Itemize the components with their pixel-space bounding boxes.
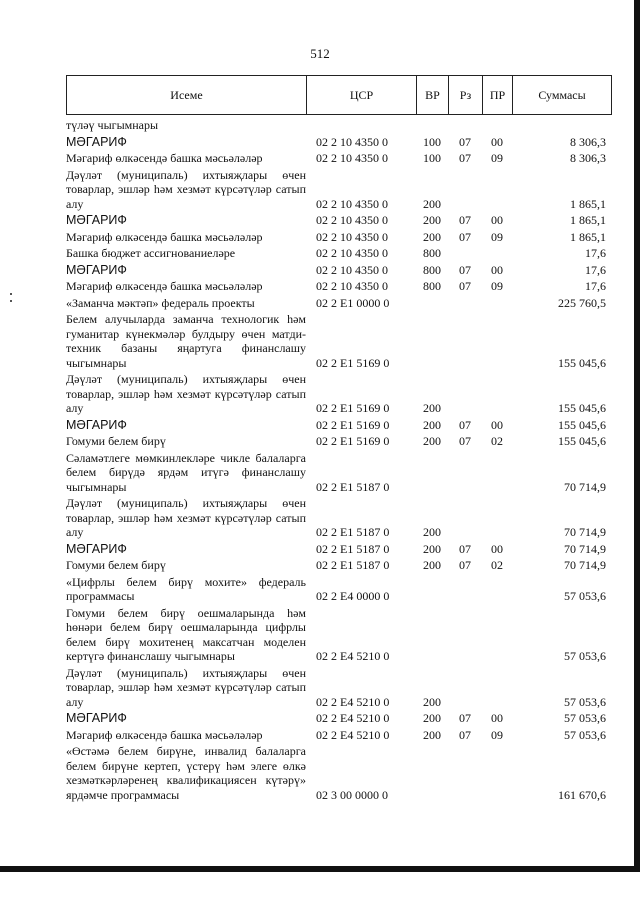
header-csr: ЦСР: [307, 76, 417, 114]
row-rz: 07: [459, 727, 471, 742]
table-row: [66, 451, 612, 497]
table-row: [66, 118, 612, 135]
row-csr: 02 2 E1 5169 0: [316, 417, 390, 432]
header-pr: ПР: [483, 76, 513, 114]
table-row: [66, 168, 612, 214]
row-csr: 02 2 E1 5187 0: [316, 525, 390, 539]
row-name: Дәүләт (муниципаль) ихтыяҗлары өчен товарлар, эшләр һәм хезмәт күрсәтүләр сатып алу: [66, 665, 306, 709]
row-csr: 02 2 E4 5210 0: [316, 727, 390, 742]
row-name: Сәламәтлеге мөмкинлекләре чикле балаларга белем бирүдә ярдәм итүгә финанслашу чыгымнары: [66, 450, 306, 494]
row-csr: 02 3 00 0000 0: [316, 787, 388, 802]
row-sum: 17,6: [585, 246, 606, 260]
row-rz: 07: [459, 213, 471, 227]
row-sum: 155 045,6: [558, 434, 606, 448]
table-row: [66, 151, 612, 168]
row-pr: 09: [491, 279, 503, 293]
row-rz: 07: [459, 434, 471, 448]
table-row: [66, 372, 612, 418]
scan-edge-bottom: [0, 866, 640, 872]
row-pr: 00: [491, 134, 503, 149]
row-csr: 02 2 E1 5169 0: [316, 401, 390, 415]
row-name: «Өстәмә белем бирүне, инвалид балаларга белем бирүне кертеп, үстерү һәм элеге өлкә хезмәткәрләренең квалификациясен күтәрү» ярдәмче программасы: [66, 744, 306, 802]
table-row: [66, 213, 612, 230]
row-csr: 02 2 10 4350 0: [316, 151, 388, 165]
table-body: [66, 118, 612, 804]
row-sum: 161 670,6: [558, 787, 606, 802]
row-sum: 57 053,6: [564, 589, 606, 603]
table-row: [66, 711, 612, 728]
row-pr: 02: [491, 434, 503, 448]
row-csr: 02 2 E1 5187 0: [316, 479, 390, 494]
row-pr: 02: [491, 558, 503, 572]
row-name: МӘГАРИФ: [66, 711, 127, 725]
row-name: Мәгариф өлкәсендә башка мәсьәләләр: [66, 151, 263, 165]
row-vr: 200: [423, 213, 441, 227]
row-sum: 17,6: [585, 262, 606, 277]
row-vr: 200: [423, 434, 441, 448]
row-sum: 1 865,1: [570, 213, 606, 227]
row-vr: 200: [423, 694, 441, 709]
row-name: МӘГАРИФ: [66, 213, 127, 227]
row-csr: 02 2 10 4350 0: [316, 196, 388, 211]
row-vr: 100: [423, 151, 441, 165]
row-pr: 09: [491, 151, 503, 165]
row-name: Гомуми белем бирү: [66, 434, 166, 448]
row-name: «Цифрлы белем бирү мохите» федераль программасы: [66, 574, 306, 603]
header-name: Исеме: [67, 76, 307, 114]
row-vr: 200: [423, 401, 441, 415]
scan-speck: [10, 293, 12, 295]
row-sum: 70 714,9: [564, 525, 606, 539]
row-sum: 57 053,6: [564, 694, 606, 709]
table-row: [66, 558, 612, 575]
row-name: Белем алучыларда заманча технологик һәм гуманитар күнекмәләр булдыру өчен матди-техник базаны яңартуга финанслашу чыгымнары: [66, 312, 306, 370]
row-vr: 200: [423, 229, 441, 244]
scan-edge-right: [634, 0, 640, 872]
row-name: түләү чыгымнары: [66, 118, 159, 132]
row-csr: 02 2 E1 5187 0: [316, 541, 390, 556]
row-vr: 200: [423, 727, 441, 742]
table-row: [66, 246, 612, 263]
row-name: Башка бюджет ассигнованиеләре: [66, 246, 236, 260]
row-vr: 200: [423, 525, 441, 539]
table-row: [66, 575, 612, 606]
row-name: МӘГАРИФ: [66, 262, 127, 277]
row-name: Мәгариф өлкәсендә башка мәсьәләләр: [66, 229, 263, 244]
row-rz: 07: [459, 134, 471, 149]
row-vr: 800: [423, 262, 441, 277]
row-sum: 155 045,6: [558, 401, 606, 415]
row-sum: 225 760,5: [558, 295, 606, 310]
row-csr: 02 2 E1 5169 0: [316, 434, 390, 448]
row-name: Дәүләт (муниципаль) ихтыяҗлары өчен товарлар, эшләр һәм хезмәт күрсәтүләр сатып алу: [66, 496, 306, 539]
row-name: Мәгариф өлкәсендә башка мәсьәләләр: [66, 727, 263, 742]
table-row: [66, 666, 612, 712]
row-sum: 70 714,9: [564, 479, 606, 494]
row-pr: 00: [491, 213, 503, 227]
row-rz: 07: [459, 711, 471, 725]
row-csr: 02 2 10 4350 0: [316, 246, 388, 260]
header-vr: ВР: [417, 76, 449, 114]
row-pr: 00: [491, 262, 503, 277]
row-name: Дәүләт (муниципаль) ихтыяҗлары өчен товарлар, эшләр һәм хезмәт күрсәтүләр сатып алу: [66, 167, 306, 211]
row-name: МӘГАРИФ: [66, 417, 127, 432]
table-row: [66, 606, 612, 666]
row-csr: 02 2 10 4350 0: [316, 213, 388, 227]
row-pr: 00: [491, 711, 503, 725]
table-row: [66, 296, 612, 313]
row-csr: 02 2 10 4350 0: [316, 134, 388, 149]
row-rz: 07: [459, 151, 471, 165]
row-csr: 02 2 E1 5169 0: [316, 355, 390, 370]
row-vr: 200: [423, 541, 441, 556]
row-csr: 02 2 E4 5210 0: [316, 711, 390, 725]
row-sum: 1 865,1: [570, 196, 606, 211]
row-name: «Заманча мәктәп» федераль проекты: [66, 295, 255, 310]
row-name: МӘГАРИФ: [66, 134, 127, 149]
row-rz: 07: [459, 541, 471, 556]
row-csr: 02 2 E4 5210 0: [316, 694, 390, 709]
row-vr: 200: [423, 196, 441, 211]
row-name: Гомуми белем бирү: [66, 558, 166, 572]
table-row: [66, 434, 612, 451]
row-sum: 57 053,6: [564, 649, 606, 663]
row-vr: 200: [423, 711, 441, 725]
row-sum: 17,6: [585, 279, 606, 293]
row-rz: 07: [459, 262, 471, 277]
row-csr: 02 2 E4 0000 0: [316, 589, 390, 603]
row-csr: 02 2 10 4350 0: [316, 229, 388, 244]
row-vr: 200: [423, 558, 441, 572]
table-row: [66, 418, 612, 435]
scan-speck: [10, 300, 12, 302]
row-vr: 800: [423, 246, 441, 260]
table-row: [66, 279, 612, 296]
table-row: [66, 263, 612, 280]
row-pr: 00: [491, 541, 503, 556]
table-header: [66, 75, 612, 115]
row-pr: 00: [491, 417, 503, 432]
row-name: Дәүләт (муниципаль) ихтыяҗлары өчен товарлар, эшләр һәм хезмәт күрсәтүләр сатып алу: [66, 372, 306, 415]
header-sum: Суммасы: [538, 87, 586, 102]
table-row: [66, 230, 612, 247]
row-rz: 07: [459, 417, 471, 432]
row-pr: 09: [491, 229, 503, 244]
table-row: [66, 135, 612, 152]
row-sum: 155 045,6: [558, 355, 606, 370]
table-row: [66, 744, 612, 804]
row-sum: 1 865,1: [570, 229, 606, 244]
row-name: МӘГАРИФ: [66, 541, 127, 556]
row-sum: 155 045,6: [558, 417, 606, 432]
header-rz: Рз: [449, 76, 483, 114]
row-rz: 07: [459, 279, 471, 293]
row-sum: 57 053,6: [564, 711, 606, 725]
row-csr: 02 2 10 4350 0: [316, 262, 388, 277]
row-rz: 07: [459, 558, 471, 572]
row-csr: 02 2 E4 5210 0: [316, 649, 390, 663]
row-vr: 200: [423, 417, 441, 432]
row-name: Гомуми белем бирү оешмаларында һәм һөнәри белем бирү оешмаларында цифрлы белем бирү мохитенең максатчан моделен кертүгә финанслашу чыгымнары: [66, 605, 306, 663]
row-name: Мәгариф өлкәсендә башка мәсьәләләр: [66, 279, 263, 293]
row-sum: 8 306,3: [570, 151, 606, 165]
table-row: [66, 728, 612, 745]
row-sum: 57 053,6: [564, 727, 606, 742]
row-sum: 8 306,3: [570, 134, 606, 149]
table-row: [66, 542, 612, 559]
row-sum: 70 714,9: [564, 558, 606, 572]
row-sum: 70 714,9: [564, 541, 606, 556]
row-vr: 100: [423, 134, 441, 149]
row-rz: 07: [459, 229, 471, 244]
row-csr: 02 2 E1 5187 0: [316, 558, 390, 572]
row-csr: 02 2 10 4350 0: [316, 279, 388, 293]
table-row: [66, 496, 612, 542]
row-csr: 02 2 E1 0000 0: [316, 295, 390, 310]
table-row: [66, 312, 612, 372]
page-number: 512: [310, 46, 330, 61]
row-pr: 09: [491, 727, 503, 742]
row-vr: 800: [423, 279, 441, 293]
